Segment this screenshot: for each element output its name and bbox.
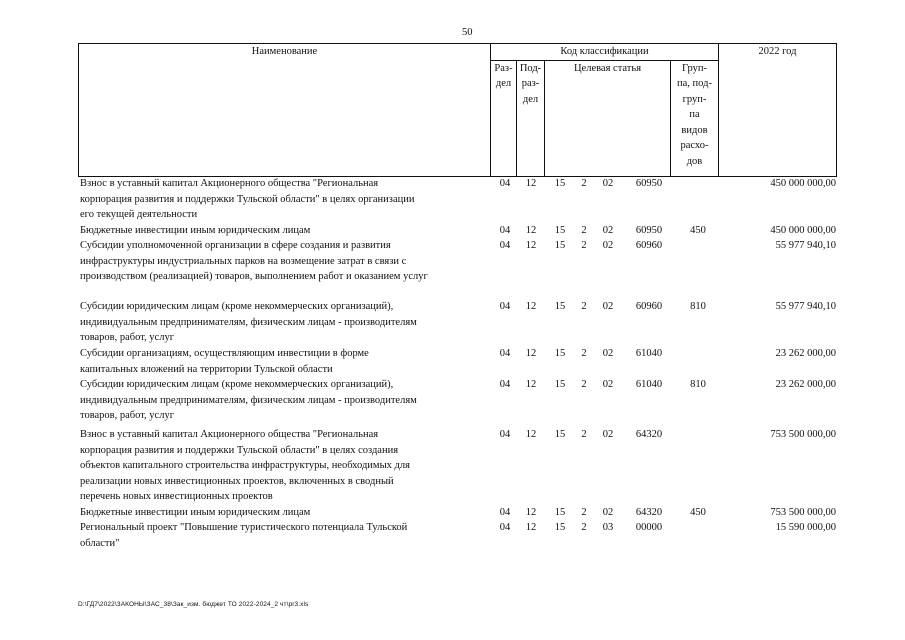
row-razdel: 04 — [499, 429, 511, 440]
row-expense-group: 810 — [690, 379, 706, 390]
row-podrazdel: 12 — [525, 225, 537, 236]
row-name: Бюджетные инвестиции иным юридическим лицам — [80, 225, 311, 236]
row-podrazdel: 12 — [525, 348, 537, 359]
row-name: Субсидии уполномоченной организации в сфере создания и развития инфраструктуры индустриальных парков на возмещение затрат в связи с производством (реализацией) товаров, выполнением работ и оказанием услуг — [80, 240, 428, 282]
row-podrazdel: 12 — [525, 522, 537, 533]
row-target-program: 15 — [554, 225, 566, 236]
row-target-program: 15 — [554, 379, 566, 390]
row-razdel: 04 — [499, 301, 511, 312]
row-razdel: 04 — [499, 348, 511, 359]
row-target-event: 02 — [602, 379, 614, 390]
row-expense-group: 450 — [690, 507, 706, 518]
row-name: Бюджетные инвестиции иным юридическим лицам — [80, 507, 311, 518]
row-target-subprogram: 2 — [581, 507, 587, 518]
row-target-program: 15 — [554, 178, 566, 189]
header-target-article: Целевая статья — [545, 60, 671, 176]
row-target-direction: 60950 — [635, 178, 663, 189]
row-target-direction: 60960 — [635, 240, 663, 251]
row-target-direction: 61040 — [635, 348, 663, 359]
header-name: Наименование — [79, 44, 491, 177]
row-target-program: 15 — [554, 522, 566, 533]
row-podrazdel: 12 — [525, 178, 537, 189]
row-razdel: 04 — [499, 225, 511, 236]
row-target-direction: 60960 — [635, 301, 663, 312]
page-number: 50 — [462, 27, 473, 38]
row-target-program: 15 — [554, 301, 566, 312]
row-podrazdel: 12 — [525, 301, 537, 312]
row-target-event: 02 — [602, 507, 614, 518]
row-target-subprogram: 2 — [581, 225, 587, 236]
row-razdel: 04 — [499, 379, 511, 390]
row-amount: 753 500 000,00 — [770, 429, 836, 440]
row-name: Субсидии организациям, осуществляющим инвестиции в форме капитальных вложений на территории Тульской области — [80, 348, 369, 375]
row-podrazdel: 12 — [525, 379, 537, 390]
row-podrazdel: 12 — [525, 429, 537, 440]
row-target-event: 03 — [602, 522, 614, 533]
row-target-subprogram: 2 — [581, 379, 587, 390]
row-podrazdel: 12 — [525, 240, 537, 251]
row-name: Взнос в уставный капитал Акционерного общества "Региональная корпорация развития и поддержки Тульской области" в целях создания объектов капитального строительства инфраструктуры, необходимых для реализации новых инвестиционных проектов, включенных в сводный перечень новых инвестиционных проектов — [80, 429, 410, 502]
header-year: 2022 год — [719, 44, 837, 177]
row-amount: 753 500 000,00 — [770, 507, 836, 518]
row-target-subprogram: 2 — [581, 301, 587, 312]
row-target-direction: 00000 — [635, 522, 663, 533]
row-target-program: 15 — [554, 507, 566, 518]
row-name: Субсидии юридическим лицам (кроме некоммерческих организаций), индивидуальным предпринимателям, физическим лицам - производителям товаров, работ, услуг — [80, 379, 417, 421]
row-target-program: 15 — [554, 429, 566, 440]
row-target-event: 02 — [602, 301, 614, 312]
row-target-program: 15 — [554, 240, 566, 251]
row-target-direction: 61040 — [635, 379, 663, 390]
row-razdel: 04 — [499, 507, 511, 518]
row-target-direction: 64320 — [635, 507, 663, 518]
row-amount: 23 262 000,00 — [775, 348, 836, 359]
header-classification-code: Код классификации — [491, 44, 719, 61]
row-target-event: 02 — [602, 225, 614, 236]
row-target-direction: 64320 — [635, 429, 663, 440]
row-target-event: 02 — [602, 240, 614, 251]
row-amount: 55 977 940,10 — [775, 240, 836, 251]
row-target-event: 02 — [602, 429, 614, 440]
row-amount: 450 000 000,00 — [770, 178, 836, 189]
row-target-subprogram: 2 — [581, 522, 587, 533]
row-name: Субсидии юридическим лицам (кроме некоммерческих организаций), индивидуальным предпринимателям, физическим лицам - производителям товаров, работ, услуг — [80, 301, 417, 343]
row-amount: 23 262 000,00 — [775, 379, 836, 390]
row-razdel: 04 — [499, 240, 511, 251]
header-podrazdel: Под- раз- дел — [517, 60, 545, 176]
header-expense-group: Груп- па, под- груп- па видов расхо- дов — [671, 60, 719, 176]
row-expense-group: 450 — [690, 225, 706, 236]
file-path-footer: D:\ГД7\2022\ЗАКОНЫ\ЗАС_38\Зак_изм. бюджет ТО 2022-2024_2 чт\pr3.xls — [78, 601, 309, 608]
row-razdel: 04 — [499, 178, 511, 189]
row-amount: 55 977 940,10 — [775, 301, 836, 312]
table-header — [78, 43, 837, 177]
row-name: Региональный проект "Повышение туристического потенциала Тульской области" — [80, 522, 408, 549]
row-target-subprogram: 2 — [581, 178, 587, 189]
row-amount: 450 000 000,00 — [770, 225, 836, 236]
row-razdel: 04 — [499, 522, 511, 533]
row-target-event: 02 — [602, 178, 614, 189]
row-name: Взнос в уставный капитал Акционерного общества "Региональная корпорация развития и поддержки Тульской области" в целях организации его текущей деятельности — [80, 178, 415, 220]
row-target-subprogram: 2 — [581, 240, 587, 251]
row-target-subprogram: 2 — [581, 429, 587, 440]
row-podrazdel: 12 — [525, 507, 537, 518]
row-target-event: 02 — [602, 348, 614, 359]
header-razdel: Раз- дел — [491, 60, 517, 176]
row-expense-group: 810 — [690, 301, 706, 312]
row-amount: 15 590 000,00 — [775, 522, 836, 533]
row-target-direction: 60950 — [635, 225, 663, 236]
row-target-subprogram: 2 — [581, 348, 587, 359]
row-target-program: 15 — [554, 348, 566, 359]
